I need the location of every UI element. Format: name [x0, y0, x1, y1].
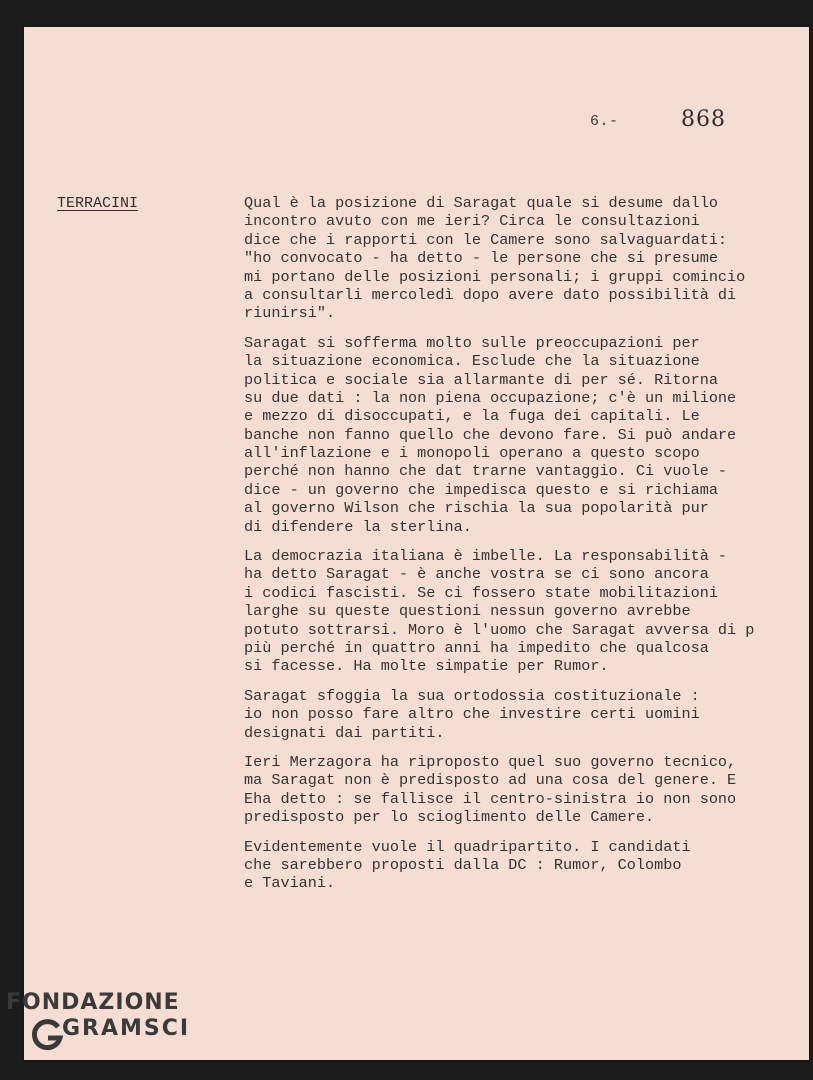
text-line: banche non fanno quello che devono fare. Si può andare [244, 425, 737, 444]
text-line: Qual è la posizione di Saragat quale si desume dallo [244, 194, 718, 212]
text-line: ma Saragat non è predisposto ad una cosa del genere. E [244, 771, 737, 790]
text-line: Ieri Merzagora ha riproposto quel suo governo tecnico, [244, 752, 737, 771]
gramsci-logo-icon [30, 1018, 64, 1052]
text-line: i codici fascisti. Se ci fossero state mobilitazioni [244, 583, 718, 602]
text-line: ha detto Saragat - è anche vostra se ci sono ancora [244, 565, 709, 584]
text-line: Saragat sfoggia la sua ortodossia costituzionale : [244, 686, 700, 705]
paragraph [244, 687, 804, 742]
paragraph [244, 753, 804, 827]
watermark-line-2: GRAMSCI [62, 1016, 191, 1041]
text-line: su due dati : la non piena occupazione; c'è un milione [244, 388, 737, 407]
text-line: dice - un governo che impedisca questo e si richiama [244, 480, 718, 499]
text-line: a consultarli mercoledì dopo avere dato possibilità di [244, 285, 737, 304]
text-line: riunirsi". [244, 304, 336, 323]
paragraph [244, 194, 804, 323]
text-line: e mezzo di disoccupati, e la fuga dei capitali. Le [244, 407, 700, 426]
paragraph [244, 334, 804, 536]
text-line: politica e sociale sia allarmante di per sé. Ritorna [244, 370, 718, 389]
text-line: La democrazia italiana è imbelle. La responsabilità - [244, 547, 728, 566]
text-line: all'inflazione e i monopoli operano a questo scopo [244, 444, 700, 463]
watermark-line-1: FONDAZIONE [6, 990, 180, 1015]
section-marker: 6.- [590, 113, 619, 130]
text-line: al governo Wilson che rischia la sua popolarità pur [244, 499, 709, 518]
text-line: Eha detto : se fallisce il centro-sinistra io non sono [244, 789, 737, 808]
text-line: e Taviani. [244, 874, 336, 893]
text-line: predisposto per lo scioglimento delle Camere. [244, 808, 655, 827]
paragraph [244, 838, 804, 893]
text-line: si facesse. Ha molte simpatie per Rumor. [244, 657, 609, 676]
text-line: larghe su queste questioni nessun governo avrebbe [244, 602, 691, 621]
text-line: Saragat si sofferma molto sulle preoccupazioni per [244, 333, 700, 352]
text-line: incontro avuto con me ieri? Circa le consultazioni [244, 212, 700, 231]
speech-body [244, 194, 804, 904]
text-line: più perché in quattro anni ha impedito che qualcosa [244, 638, 709, 657]
text-line: dice che i rapporti con le Camere sono salvaguardati: [244, 230, 728, 249]
text-line: che sarebbero proposti dalla DC : Rumor, Colombo [244, 855, 682, 874]
text-line: perché non hanno che dat trarne vantaggio. Ci vuole - [244, 462, 728, 481]
text-line: Evidentemente vuole il quadripartito. I candidati [244, 837, 691, 856]
page-number: 868 [681, 107, 726, 132]
speaker-name: TERRACINI [57, 195, 139, 212]
text-line: mi portano delle posizioni personali; i gruppi comincio [244, 267, 746, 286]
text-line: la situazione economica. Esclude che la situazione [244, 352, 700, 371]
paragraph [244, 547, 804, 676]
text-line: "ho convocato - ha detto - le persone che si presume [244, 249, 718, 268]
document-page [24, 27, 809, 1060]
text-line: potuto sottrarsi. Moro è l'uomo che Saragat avversa di p [244, 620, 755, 639]
text-line: designati dai partiti. [244, 723, 445, 742]
text-line: di difendere la sterlina. [244, 517, 472, 536]
text-line: io non posso fare altro che investire certi uomini [244, 705, 700, 724]
